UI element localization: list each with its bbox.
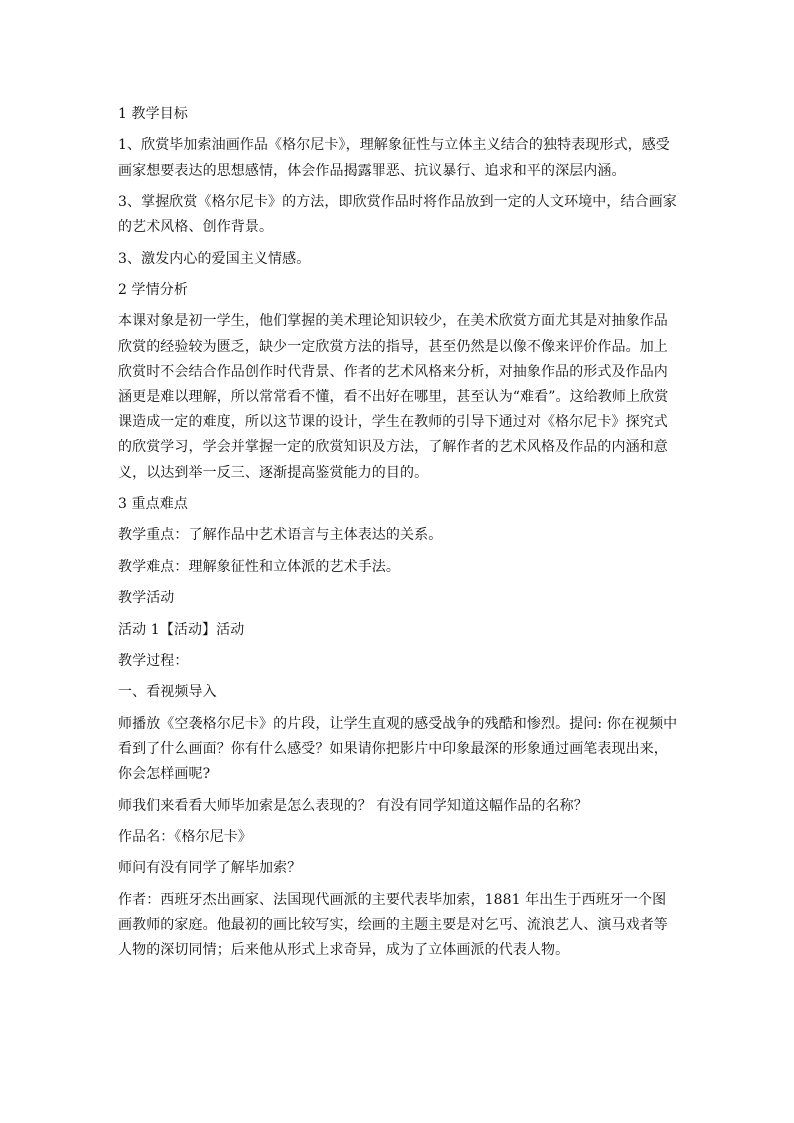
heading-key-points: 3 重点难点: [118, 495, 188, 512]
section-video-intro: 一、看视频导入: [118, 684, 217, 701]
heading-student-analysis: 2 学情分析: [118, 281, 188, 298]
heading-teaching-goals: 1 教学目标: [118, 106, 188, 122]
video-intro-text: 师播放《空袭格尔尼卡》的片段，让学生直观的感受战争的残酷和惨烈。提问: 你在视频中看到了什么画面？你有什么感受？如果请你把影片中印象最深的形象通过画笔表现出来，你会怎样画呢?: [118, 715, 678, 783]
teacher-question: 师我们来看看大师毕加索是怎么表现的？ 有没有同学知道这幅作品的名称？: [118, 797, 588, 814]
teacher-question-picasso: 师问有没有同学了解毕加索？: [118, 860, 302, 877]
author-intro: 作者：西班牙杰出画家、法国现代画派的主要代表毕加索，1881 年出生于西班牙一个图画教师的家庭。他最初的画比较写实，绘画的主题主要是对乞丐、流浪艺人、演马戏者等人物的深切同情；后来他从形式上求奇异，成为了立体画派的代表人物。: [118, 891, 668, 959]
goal-item-1: 1、欣赏毕加索油画作品《格尔尼卡》，理解象征性与立体主义结合的独特表现形式，感受画家想要表达的思想感情，体会作品揭露罪恶、抗议暴行、追求和平的深层内涵。: [118, 137, 670, 179]
activity-1-title: 活动 1【活动】活动: [118, 621, 245, 638]
document-body: [118, 102, 678, 969]
heading-teaching-activities: 教学活动: [118, 590, 175, 607]
teaching-process-label: 教学过程：: [118, 652, 189, 669]
key-point: 教学重点：了解作品中艺术语言与主体表达的关系。: [118, 527, 443, 544]
student-analysis-text: 本课对象是初一学生，他们掌握的美术理论知识较少，在美术欣赏方面尤其是对抽象作品欣赏的经验较为匮乏，缺少一定欣赏方法的指导，甚至仍然是以像不像来评价作品。加上欣赏时不会结合作品创作时代背景、作者的艺术风格来分析，对抽象作品的形式及作品内涵更是难以理解，所以常常看不懂，看不出好在哪里，甚至认为“难看”。这给教师上欣赏课造成一定的难度，所以这节课的设计，学生在教师的引导下通过对《格尔尼卡》探究式的欣赏学习，学会并掌握一定的欣赏知识及方法，了解作者的艺术风格及作品的内涵和意义，以达到举一反三、逐渐提高鉴赏能力的目的。: [118, 313, 669, 481]
goal-item-2: 3、掌握欣赏《格尔尼卡》的方法，即欣赏作品时将作品放到一定的人文环境中，结合画家的艺术风格、创作背景。: [118, 193, 677, 236]
goal-item-3: 3、激发内心的爱国主义情感。: [118, 250, 311, 267]
artwork-name: 作品名：《格尔尼卡》: [118, 828, 252, 845]
difficult-point: 教学难点：理解象征性和立体派的艺术手法。: [118, 558, 400, 575]
